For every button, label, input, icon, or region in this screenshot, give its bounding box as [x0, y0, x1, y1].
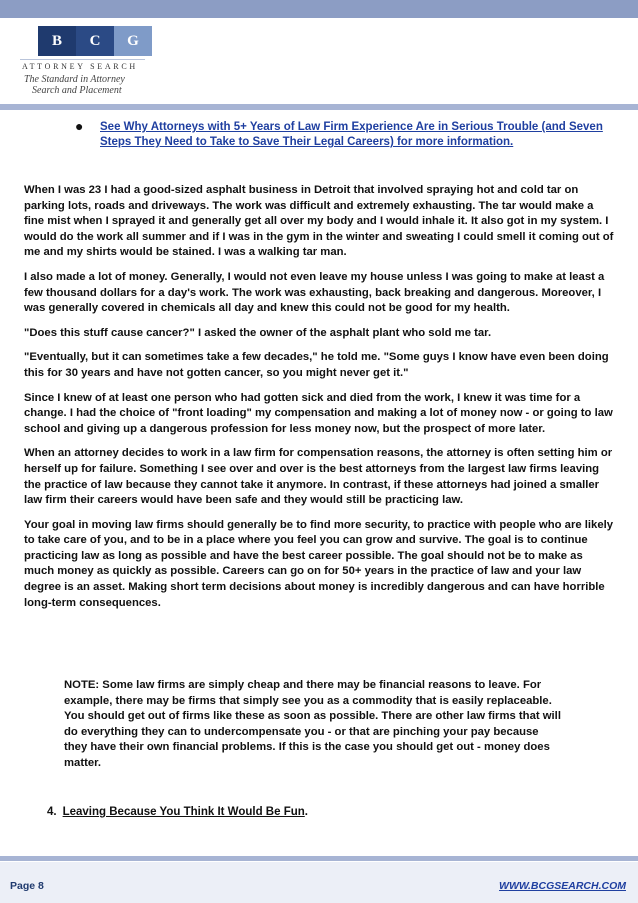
paragraph: I also made a lot of money. Generally, I would not even leave my house unless I was going to make at least a few thousand dollars for a day's work. The work was exhausting, back breaking and dangerous. Moreover, I was generally covered in chemicals all day and knew this could not be good for my health.	[24, 270, 605, 315]
logo-boxes	[38, 26, 152, 56]
logo-name: ATTORNEY SEARCH	[22, 62, 138, 71]
bcg-logo	[20, 26, 160, 100]
page-number: Page 8	[10, 880, 44, 892]
paragraph: When I was 23 I had a good-sized asphalt business in Detroit that involved spraying hot and cold tar on parking lots, roads and driveways. The work was difficult and extremely exhausting. The tar would make a fine mist when I sprayed it and generally get all over my body and I would inhale it. It also got in my system. I would do the work all summer and if I was in the gym in the winter and sweating I could smell it coming out of me and my shirts would be stained. I was a walking tar man.	[24, 184, 614, 259]
logo-letter-c: C	[76, 26, 114, 56]
logo-letter-g: G	[114, 26, 152, 56]
logo-divider	[20, 59, 145, 60]
footer	[0, 862, 638, 903]
logo-tagline	[24, 74, 159, 96]
section-title: Leaving Because You Think It Would Be Fun	[62, 806, 305, 818]
bullet-item	[75, 120, 605, 150]
section-number: 4.	[47, 806, 57, 818]
tagline-line-1: The Standard in Attorney	[24, 74, 125, 85]
paragraph: "Does this stuff cause cancer?" I asked the owner of the asphalt plant who sold me tar.	[24, 326, 492, 339]
note-block: NOTE: Some law firms are simply cheap and there may be financial reasons to leave. For example, there may be firms that simply see you as a commodity that is easily replaceable. You should get out of firms like these as soon as possible. There are other law firms that will do everything they can to undercompensate you - or that are pinching your pay because they have their own financial problems. If this is the case you should get out - money does matter.	[64, 679, 561, 769]
paragraph: Since I knew of at least one person who had gotten sick and died from the work, I knew it was time for a change. I had the choice of "front loading" my compensation and making a lot of money now - or going to law school and giving up a dangerous profession for less money now, but the prospect of more later.	[24, 391, 613, 435]
logo-letter-b: B	[38, 26, 76, 56]
paragraph: When an attorney decides to work in a law firm for compensation reasons, the attorney is often setting him or herself up for failure. Something I see over and over is the best attorneys from the largest law firms leaving the practice of law because they cannot take it anymore. In contrast, if these attorneys had joined a smaller law firm their careers would have been safe and they would still be practicing law.	[24, 447, 613, 507]
article-body	[24, 183, 614, 620]
paragraph: Your goal in moving law firms should generally be to find more security, to practice with people who are likely to take care of you, and to be in a place where you feel you can grow and survive. The goal is to continue practicing law as long as possible and have the best career possible. The goal should not be to make as much money as quickly as possible. Careers can go on for 50+ years in the practice of law and your law degree is an asset. Making short term decisions about money is incredibly dangerous and can have horrible long-term consequences.	[24, 518, 614, 609]
header-rule	[0, 104, 638, 110]
website-link[interactable]: WWW.BCGSEARCH.COM	[499, 880, 626, 892]
bullet-dot-icon: ●	[75, 118, 84, 134]
top-bar	[0, 0, 638, 18]
footer-rule	[0, 856, 638, 861]
article-link[interactable]: See Why Attorneys with 5+ Years of Law Firm Experience Are in Serious Trouble (and Seven Steps They Need to Take to Save Their Legal Careers) for more information.	[100, 121, 603, 148]
section-heading	[47, 806, 308, 818]
section-title-period: .	[304, 806, 308, 818]
tagline-line-2: Search and Placement	[32, 85, 122, 96]
paragraph: "Eventually, but it can sometimes take a few decades," he told me. "Some guys I know have even been doing this for 30 years and have not gotten cancer, so you might never get it."	[24, 351, 609, 379]
